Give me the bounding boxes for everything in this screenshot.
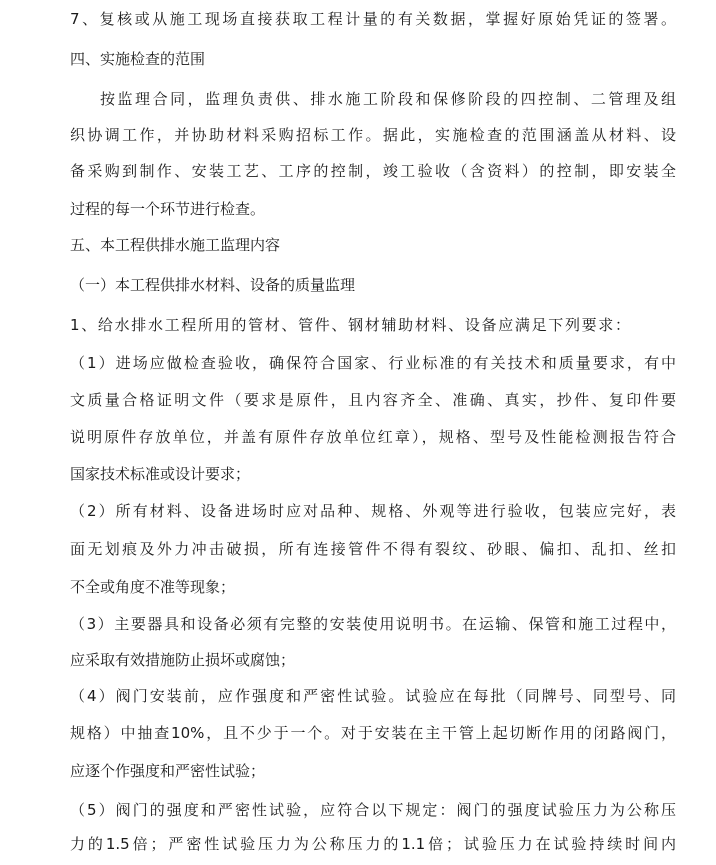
- req-4-line: （4）阀门安装前，应作强度和严密性试验。试验应在每批（同牌号、同型号、同: [70, 687, 676, 705]
- paragraph-line: 过程的每一个环节进行检查。: [70, 200, 266, 218]
- section-4-heading: 四、实施检查的范围: [70, 50, 206, 68]
- req-2-line: 不全或角度不准等现象；: [70, 578, 236, 596]
- req-3-line: （3）主要器具和设备必须有完整的安装使用说明书。在运输、保管和施工过程中，: [70, 615, 676, 633]
- req-1-line: （1）进场应做检查验收，确保符合国家、行业标准的有关技术和质量要求，有中: [70, 354, 676, 372]
- paragraph-line: 织协调工作，并协助材料采购招标工作。据此，实施检查的范围涵盖从材料、设: [70, 126, 676, 144]
- subsection-1-heading: （一）本工程供排水材料、设备的质量监理: [70, 276, 356, 294]
- paragraph-line: 按监理合同，监理负责供、排水施工阶段和保修阶段的四控制、二管理及组: [100, 90, 676, 108]
- req-2-line: （2）所有材料、设备进场时应对品种、规格、外观等进行验收，包装应完好，表: [70, 502, 676, 520]
- req-5-line: （5）阀门的强度和严密性试验，应符合以下规定：阀门的强度试验压力为公称压: [70, 801, 676, 819]
- paragraph-line: 备采购到制作、安装工艺、工序的控制，竣工验收（含资料）的控制，即安装全: [70, 162, 676, 180]
- req-2-line: 面无划痕及外力冲击破损，所有连接管件不得有裂纹、砂眼、偏扣、乱扣、丝扣: [70, 540, 676, 558]
- section-5-heading: 五、本工程供排水施工监理内容: [70, 236, 281, 254]
- req-3-line: 应采取有效措施防止损坏或腐蚀；: [70, 651, 296, 669]
- req-1-line: 文质量合格证明文件（要求是原件，且内容齐全、准确、真实，抄件、复印件要: [70, 391, 676, 409]
- req-4-line: 规格）中抽查10%，且不少于一个。对于安装在主干管上起切断作用的闭路阀门，: [70, 724, 676, 742]
- req-1-line: 说明原件存放单位，并盖有原件存放单位红章），规格、型号及性能检测报告符合: [70, 428, 676, 446]
- req-4-line: 应逐个作强度和严密性试验；: [70, 762, 266, 780]
- req-5-line: 力的1.5倍；严密性试验压力为公称压力的1.1倍；试验压力在试验持续时间内: [70, 835, 676, 853]
- item-7-line: 7、复核或从施工现场直接获取工程计量的有关数据，掌握好原始凭证的签署。: [70, 10, 676, 28]
- item-1-line: 1、给水排水工程所用的管材、管件、钢材辅助材料、设备应满足下列要求：: [70, 316, 630, 334]
- req-1-line: 国家技术标准或设计要求；: [70, 465, 251, 483]
